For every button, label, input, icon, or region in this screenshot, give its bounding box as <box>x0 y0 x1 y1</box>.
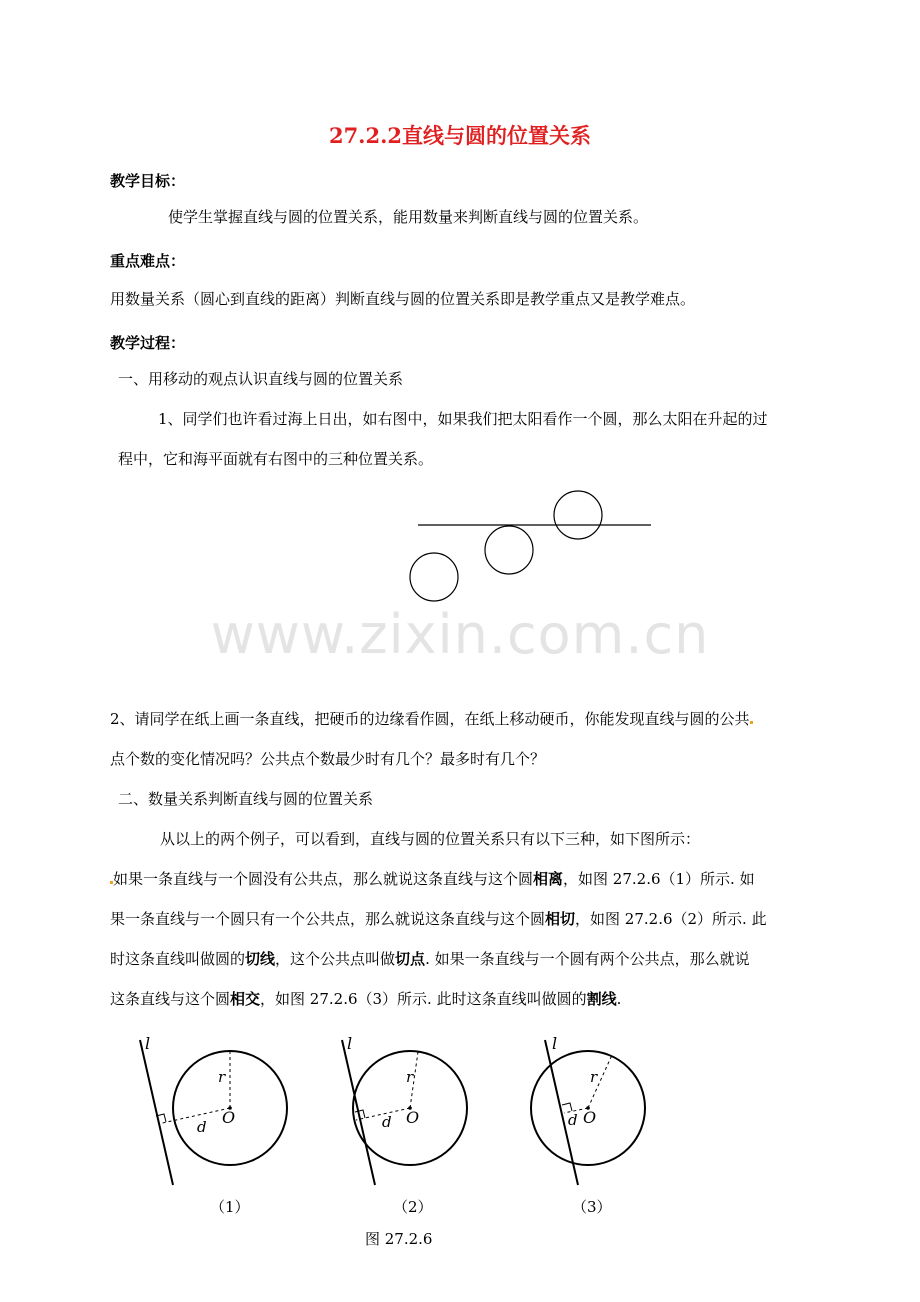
figure-separate <box>140 1040 287 1185</box>
process-heading: 教学过程： <box>110 334 186 352</box>
caption-1: （1） <box>210 1198 250 1216</box>
text-run: ，如图 27.2.6（2）所示. 此 <box>575 910 767 928</box>
label-l-1: l <box>145 1034 151 1053</box>
term-secant: 割线 <box>586 990 617 1008</box>
label-o-2: O <box>406 1108 420 1127</box>
label-o-1: O <box>222 1108 236 1127</box>
paragraph-2-line-2: 点个数的变化情况吗？公共点个数最少时有几个？最多时有几个？ <box>110 750 546 768</box>
key-text: 用数量关系（圆心到直线的距离）判断直线与圆的位置关系即是教学重点又是教学难点。 <box>110 290 696 308</box>
term-tangent-point: 切点 <box>395 950 426 968</box>
term-separate: 相离 <box>533 870 564 888</box>
page-title: 27.2.2直线与圆的位置关系 <box>328 123 592 148</box>
figure-tangent <box>342 1040 467 1185</box>
text-run: 这条直线与这个圆 <box>110 990 231 1008</box>
figure-caption: 图 27.2.6 <box>365 1230 433 1248</box>
distance-dashed <box>158 1108 230 1124</box>
paragraph-2-line-1-text: 2、请同学在纸上画一条直线，把硬币的边缘看作圆，在纸上移动硬币，你能发现直线与圆的公共 <box>110 710 750 728</box>
goal-text: 使学生掌握直线与圆的位置关系，能用数量来判断直线与圆的位置关系。 <box>168 208 649 226</box>
text-run: 如果一条直线与一个圆没有公共点，那么就说这条直线与这个圆 <box>113 870 534 888</box>
watermark: www.zixin.com.cn <box>210 603 710 666</box>
label-r-1: r <box>218 1068 226 1086</box>
text-run: 果一条直线与一个圆只有一个公共点，那么就说这条直线与这个圆 <box>110 910 546 928</box>
label-d-2: d <box>382 1113 392 1131</box>
line-l <box>140 1040 173 1185</box>
term-tangent-line: 切线 <box>245 950 276 968</box>
text-run: . 如果一条直线与一个圆有两个公共点，那么就说 <box>425 950 750 968</box>
part1-title: 一、用移动的观点认识直线与圆的位置关系 <box>118 370 404 388</box>
term-intersect: 相交 <box>230 990 261 1008</box>
text-run: . <box>616 990 622 1008</box>
label-o-3: O <box>583 1108 597 1127</box>
term-tangent: 相切 <box>545 910 576 928</box>
paragraph-3: 从以上的两个例子，可以看到，直线与圆的位置关系只有以下三种，如下图所示： <box>160 830 701 848</box>
caption-2: （2） <box>393 1198 433 1216</box>
label-d-3: d <box>568 1111 578 1129</box>
caption-3: （3） <box>572 1198 612 1216</box>
label-l-3: l <box>552 1034 558 1053</box>
text-run: 时这条直线叫做圆的 <box>110 950 246 968</box>
key-heading: 重点难点： <box>110 252 186 270</box>
part2-title: 二、数量关系判断直线与圆的位置关系 <box>118 790 374 808</box>
goal-heading: 教学目标： <box>110 172 186 190</box>
right-angle-mark <box>562 1103 572 1111</box>
text-run: ，如图 27.2.6（3）所示. 此时这条直线叫做圆的 <box>260 990 587 1008</box>
text-run: ，如图 27.2.6（1）所示. 如 <box>563 870 755 888</box>
text-run: ，这个公共点叫做 <box>275 950 396 968</box>
paragraph-1-line-1: 1、同学们也许看过海上日出，如右图中，如果我们把太阳看作一个圆，那么太阳在升起的过 <box>158 410 768 428</box>
line-l <box>342 1040 375 1185</box>
label-l-2: l <box>347 1034 353 1053</box>
paragraph-1-line-2: 程中，它和海平面就有右图中的三种位置关系。 <box>118 450 434 468</box>
label-d-1: d <box>197 1118 207 1136</box>
label-r-3: r <box>590 1068 598 1086</box>
label-r-2: r <box>406 1068 414 1086</box>
